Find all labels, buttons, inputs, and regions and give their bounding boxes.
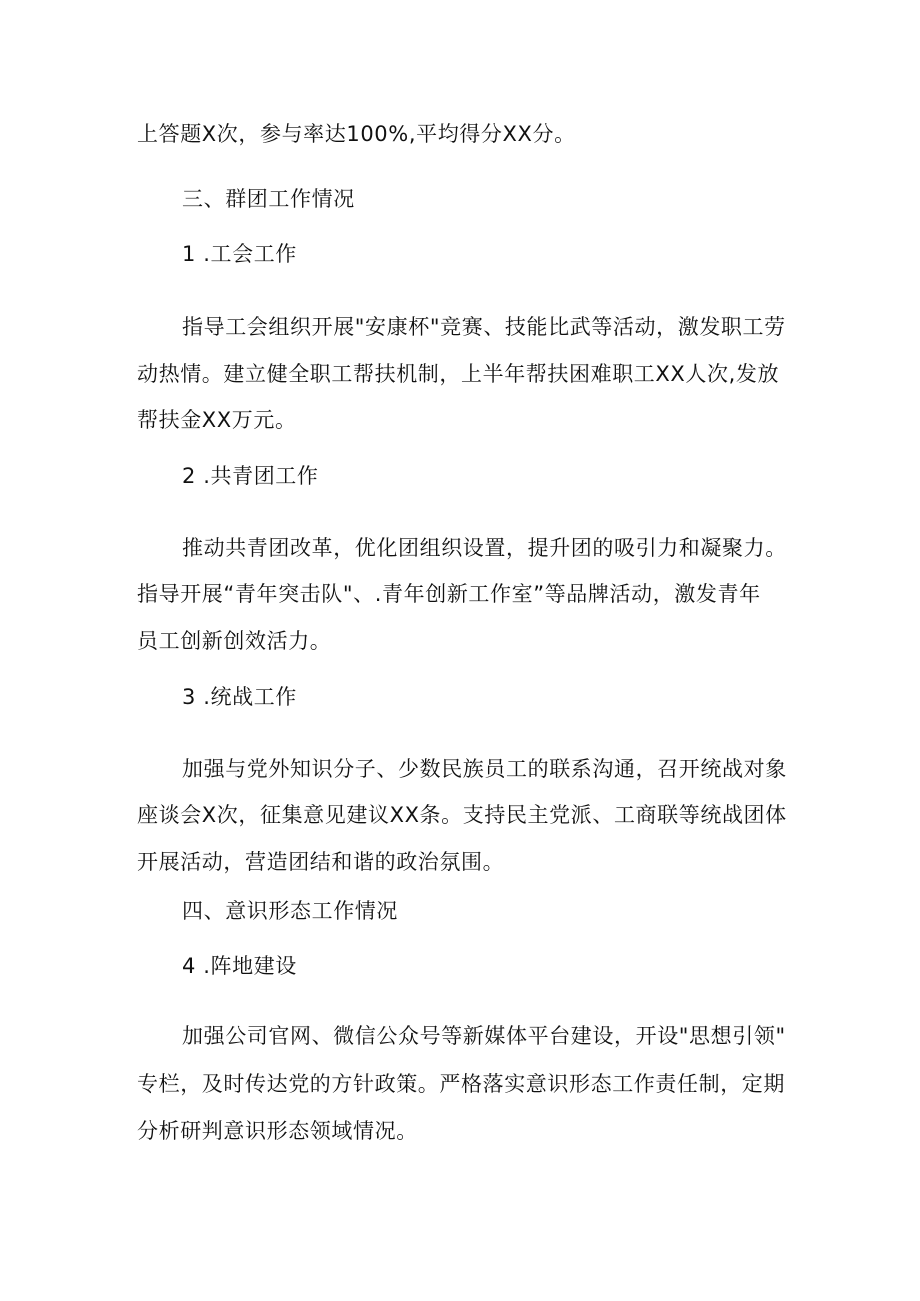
- paragraph-line: 座谈会X次，征集意见建议XX条。支持民主党派、工商联等统战团体: [137, 803, 787, 827]
- paragraph-line: 指导开展“青年突击队"、.青年创新工作室”等品牌活动，激发青年: [137, 582, 761, 606]
- subsection-heading: 1 .工会工作: [182, 242, 297, 266]
- paragraph-line: 员工创新创效活力。: [137, 629, 332, 653]
- section-heading: 三、群团工作情况: [182, 187, 355, 211]
- paragraph-line: 加强与党外知识分子、少数民族员工的联系沟通，召开统战对象: [182, 757, 787, 781]
- paragraph-line: 上答题X次，参与率达100%,平均得分XX分。: [137, 122, 576, 146]
- paragraph-line: 开展活动，营造团结和谐的政治氛围。: [137, 850, 505, 874]
- paragraph-line: 动热情。建立健全职工帮扶机制，上半年帮扶困难职工XX人次,发放: [137, 362, 780, 386]
- section-heading: 四、意识形态工作情况: [182, 899, 398, 923]
- subsection-heading: 4 .阵地建设: [182, 954, 297, 978]
- subsection-heading: 2 .共青团工作: [182, 464, 319, 488]
- paragraph-line: 专栏，及时传达党的方针政策。严格落实意识形态工作责任制，定期: [137, 1072, 785, 1096]
- paragraph-line: 推动共青团改革，优化团组织设置，提升团的吸引力和凝聚力。: [182, 536, 787, 560]
- paragraph-line: 加强公司官网、微信公众号等新媒体平台建设，开设"思想引领": [182, 1024, 786, 1048]
- subsection-heading: 3 .统战工作: [182, 685, 297, 709]
- paragraph-line: 帮扶金XX万元。: [137, 408, 297, 432]
- paragraph-line: 分析研判意识形态领域情况。: [137, 1119, 418, 1143]
- paragraph-line: 指导工会组织开展"安康杯"竞赛、技能比武等活动，激发职工劳: [182, 315, 786, 339]
